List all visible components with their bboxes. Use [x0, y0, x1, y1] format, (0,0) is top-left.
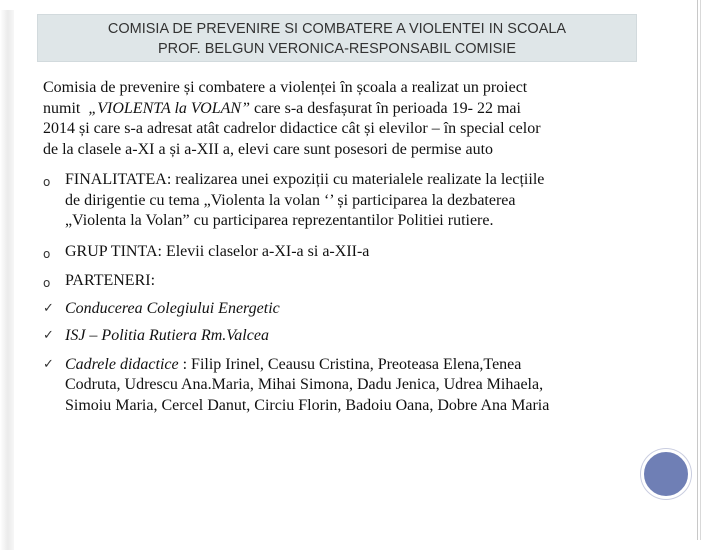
intro-text: care s-a desfașurat în perioada 19- 22 mai [249, 99, 521, 117]
partner-3-label: Cadrele didactice [65, 355, 179, 373]
left-edge-shadow [0, 10, 14, 550]
partner-3-line-1 [65, 355, 643, 376]
parteneri-label: PARTENERI: [65, 272, 156, 289]
partner-3-names: : Filip Irinel, Ceausu Cristina, Preoteasa Elena,Tenea [178, 355, 522, 373]
list-item-partner-2 [43, 326, 643, 347]
checkmark-icon: ✓ [43, 300, 54, 316]
partner-3-line-2: Codruta, Udrescu Ana.Maria, Mihai Simona, Dadu Jenica, Udrea Mihaela, [65, 376, 544, 393]
right-divider-line [697, 0, 698, 540]
circle-bullet-icon: o [43, 246, 51, 261]
list-item-partner-3 [43, 355, 643, 417]
intro-line-4: de la clasele a-XI a și a-XII a, elevi care sunt posesori de permise auto [43, 140, 494, 158]
intro-paragraph [43, 78, 643, 160]
checkmark-icon: ✓ [43, 328, 54, 343]
list-item-parteneri [43, 271, 643, 292]
intro-line-2 [43, 99, 643, 120]
intro-line-3: 2014 și care s-a adresat atât cadrelor didactice cât și elevilor – în special celor [43, 120, 541, 137]
title-banner [37, 14, 637, 62]
bullet-list [43, 170, 643, 416]
grup-tinta-label: GRUP TINTA: [65, 242, 162, 260]
finalitatea-line-1: FINALITATEA: realizarea unei expoziții cu materialele realizate la lecțiile [65, 171, 545, 188]
title-line-1: COMISIA DE PREVENIRE SI COMBATERE A VIOLENTEI IN SCOALA [107, 21, 567, 37]
circle-bullet-icon: o [43, 276, 51, 290]
grup-tinta-text: Elevii claselor a-XI-a si a-XII-a [161, 242, 370, 260]
list-item-partner-1 [43, 299, 643, 320]
finalitatea-line-2: de dirigentie cu tema „Violenta la volan ‘’ și participarea la dezbaterea [65, 191, 516, 209]
project-name: „VIOLENTA la VOLAN” [88, 99, 250, 117]
checkmark-icon: ✓ [43, 356, 54, 372]
finalitatea-line-3: „Violenta la Volan” cu participarea reprezentantilor Politiei rutiere. [65, 212, 494, 229]
slide-body [43, 78, 643, 416]
list-item-grup-tinta [43, 242, 643, 263]
title-line-2: PROF. BELGUN VERONICA-RESPONSABIL COMISIE [157, 41, 516, 57]
list-item-finalitatea [43, 170, 643, 232]
right-divider-line-secondary [700, 0, 701, 540]
decorative-circle-badge [641, 449, 691, 499]
intro-text: numit [43, 99, 89, 117]
circle-bullet-icon: o [43, 175, 51, 189]
partner-1-text: Conducerea Colegiului Energetic [65, 299, 280, 317]
partner-2-text: ISJ – Politia Rutiera Rm.Valcea [65, 327, 269, 344]
intro-line-1: Comisia de prevenire și combatere a violenței în școala a realizat un proiect [43, 79, 528, 96]
partner-3-line-3: Simoiu Maria, Cercel Danut, Circiu Florin, Badoiu Oana, Dobre Ana Maria [65, 396, 550, 414]
